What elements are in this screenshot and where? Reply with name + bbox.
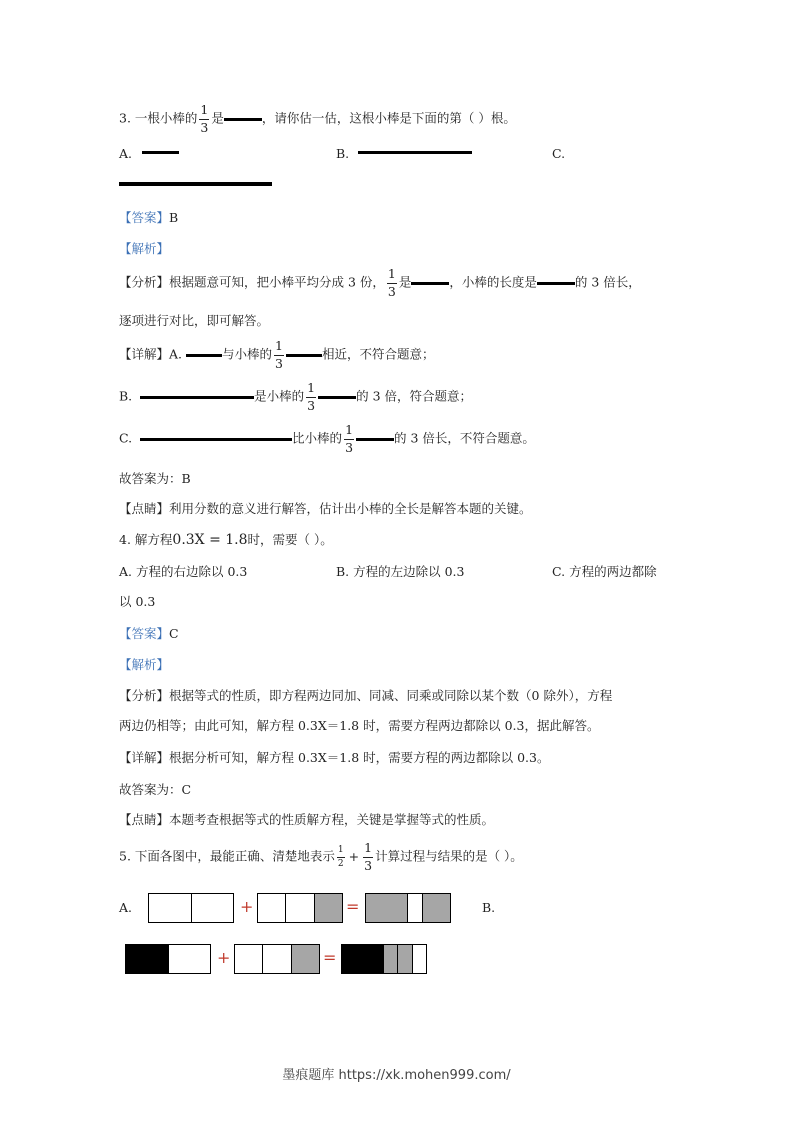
stick-one-third <box>224 118 262 121</box>
q3-stem: 3. 一根小棒的 $\frac{1}{3}$ 是 ，请你估一估，这根小棒是下面的第（ ）根。 <box>119 102 516 135</box>
option-a-stick <box>142 151 179 154</box>
q3-dianjing: 【点睛】利用分数的意义进行解答，估计出小棒的全长是解答本题的关键。 <box>119 501 532 516</box>
rect-thirds-shaded <box>234 944 320 974</box>
q3-fenxi: 【分析】根据题意可知，把小棒平均分成 3 份， $\frac{1}{3}$ 是 ，小棒的长度是 的 3 倍长， <box>119 266 641 299</box>
q3-xiangjie-b: B. 是小棒的 $\frac{1}{3}$ 的 3 倍，符合题意； <box>119 380 472 413</box>
equals-sign: = <box>346 897 360 916</box>
q4-option-b: B. 方程的左边除以 0.3 <box>336 564 465 579</box>
stick-one-third <box>537 282 575 285</box>
q4-fenxi: 【分析】根据等式的性质，即方程两边同加、同减、同乘或同除以某个数（0 除外），方程 <box>119 688 613 703</box>
q5-option-b-label: B. <box>482 900 496 915</box>
q4-dianjing: 【点睛】本题考查根据等式的性质解方程，关键是掌握等式的性质。 <box>119 812 495 827</box>
q4-fenxi-line2: 两边仍相等；由此可知，解方程 0.3X＝1.8 时，需要方程两边都除以 0.3，据此解答。 <box>119 718 600 733</box>
option-c-label: C. <box>552 146 566 161</box>
q4-answer: 【答案】C <box>119 626 179 641</box>
plus-sign: + <box>240 897 254 916</box>
q4-analysis-heading: 【解析】 <box>119 657 170 672</box>
q4-conclusion: 故答案为：C <box>119 782 192 797</box>
rect-result-sixths <box>341 944 427 974</box>
rect-halves-shaded <box>125 944 211 974</box>
equals-sign: = <box>323 948 337 967</box>
q5-stem: 5. 下面各图中，最能正确、清楚地表示 $\frac{1}{2}$ + $\frac{1}{3}$ 计算过程与结果的是（ ）。 <box>119 840 523 873</box>
fraction-one-half: $\frac{1}{2}$ <box>337 844 344 869</box>
q3-xiangjie-a: 【详解】A. 与小棒的 $\frac{1}{3}$ 相近，不符合题意； <box>119 338 435 371</box>
q3-answer: 【答案】B <box>119 210 179 225</box>
option-c-stick <box>119 182 272 186</box>
q4-option-a: A. 方程的右边除以 0.3 <box>119 564 248 579</box>
rect-thirds <box>257 893 343 923</box>
q3-fenxi-line2: 逐项进行对比，即可解答。 <box>119 313 270 328</box>
footer-watermark: 墨痕题库 https://xk.mohen999.com/ <box>282 1068 511 1083</box>
rect-result <box>365 893 451 923</box>
q3-xiangjie-c: C. 比小棒的 $\frac{1}{3}$ 的 3 倍长，不符合题意。 <box>119 422 535 455</box>
q4-xiangjie: 【详解】根据分析可知，解方程 0.3X＝1.8 时，需要方程的两边都除以 0.3。 <box>119 750 550 765</box>
option-b-label: B. <box>336 146 350 161</box>
q5-option-a-label: A. <box>119 900 133 915</box>
fraction-one-third: $\frac{1}{3}$ <box>364 840 373 873</box>
option-a-label: A. <box>119 146 133 161</box>
q4-option-c: C. 方程的两边都除 <box>552 564 657 579</box>
q3-options <box>119 146 132 161</box>
q4-equation: 0.3X = 1.8 <box>172 532 248 548</box>
q4-option-c-line2: 以 0.3 <box>119 594 156 609</box>
q3-analysis-heading: 【解析】 <box>119 241 170 256</box>
q4-stem: 4. 解方程0.3X = 1.8时，需要（ ）。 <box>119 532 333 548</box>
fraction-one-third: $\frac{1}{3}$ <box>200 102 209 135</box>
rect-halves <box>148 893 234 923</box>
q3-conclusion: 故答案为：B <box>119 471 191 486</box>
stick-one-third <box>411 282 449 285</box>
plus-sign: + <box>217 948 231 967</box>
option-b-stick <box>358 151 472 154</box>
